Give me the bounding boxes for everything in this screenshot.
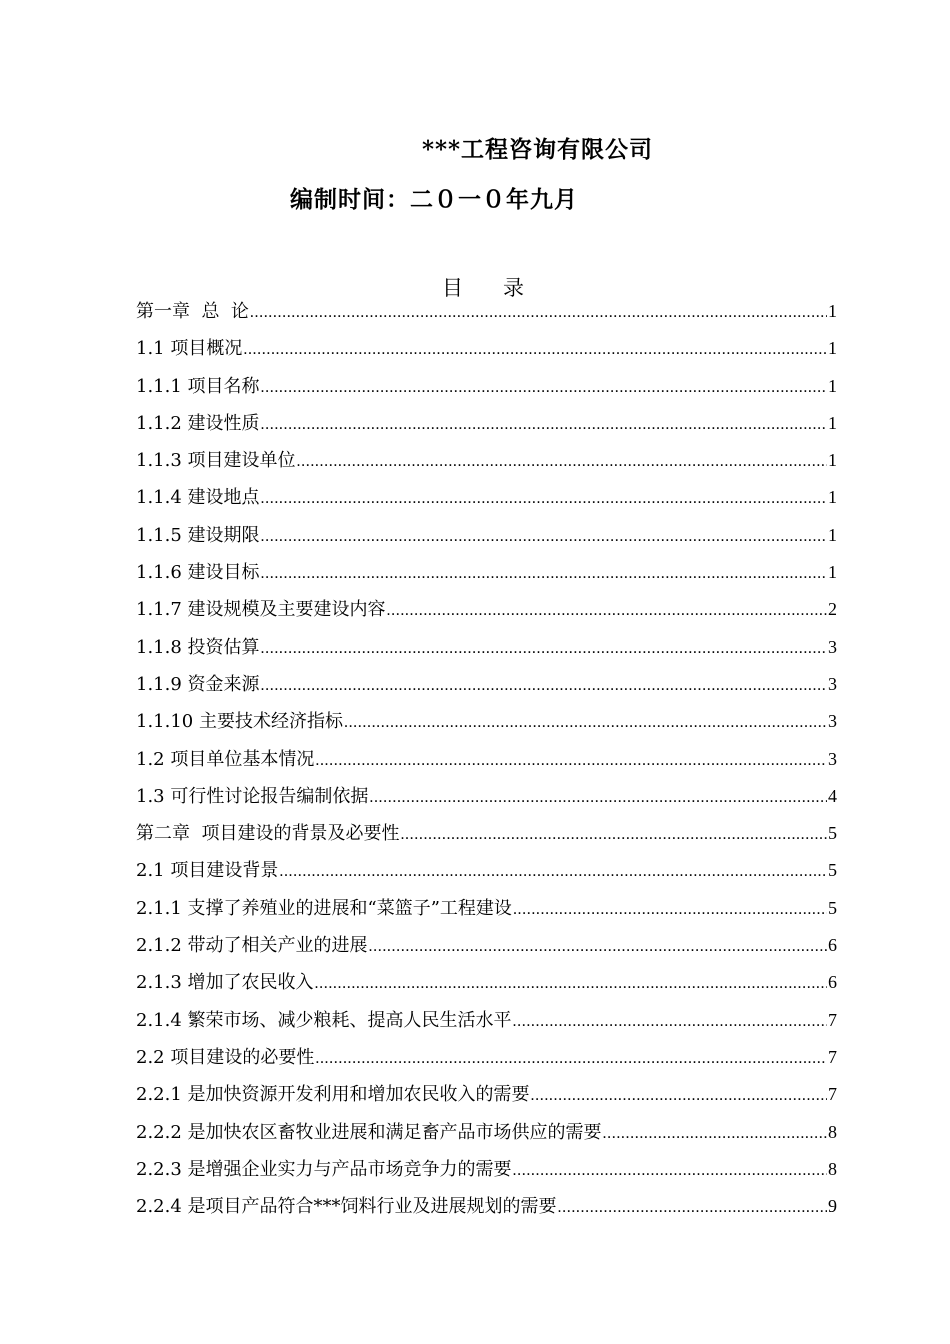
toc-entry-page-number: 7 <box>828 1009 837 1030</box>
toc-entry[interactable] <box>136 741 837 778</box>
toc-entry-label: 1.1.3 项目建设单位 <box>136 450 296 472</box>
toc-heading: 目 录 <box>442 276 525 300</box>
toc-entry[interactable] <box>136 517 837 554</box>
toc-entry-page-number: 1 <box>828 338 837 359</box>
toc-entry[interactable] <box>136 330 837 367</box>
toc-dot-leader <box>513 1003 827 1039</box>
toc-entry[interactable] <box>136 964 837 1001</box>
toc-entry-page-number: 5 <box>828 897 837 918</box>
toc-dot-leader <box>250 294 827 330</box>
toc-dot-leader <box>261 406 827 442</box>
toc-entry-label: 1.1 项目概况 <box>136 338 243 360</box>
toc-entry[interactable] <box>136 554 837 591</box>
table-of-contents <box>136 293 837 1225</box>
toc-entry[interactable] <box>136 591 837 628</box>
toc-entry-page-number: 5 <box>828 823 837 844</box>
toc-entry[interactable] <box>136 368 837 405</box>
toc-entry-page-number: 6 <box>828 972 837 993</box>
toc-entry-label: 1.2 项目单位基本情况 <box>136 748 315 770</box>
toc-entry-page-number: 1 <box>828 450 837 471</box>
toc-entry-page-number: 3 <box>828 711 837 732</box>
company-name: ***工程咨询有限公司 <box>421 136 654 163</box>
toc-entry-label: 2.1.3 增加了农民收入 <box>136 972 314 994</box>
toc-entry[interactable] <box>136 1151 837 1188</box>
toc-entry[interactable] <box>136 1076 837 1113</box>
toc-entry-page-number: 8 <box>828 1158 837 1179</box>
toc-entry[interactable] <box>136 666 837 703</box>
toc-entry-page-number: 6 <box>828 935 837 956</box>
toc-entry-page-number: 3 <box>828 748 837 769</box>
toc-dot-leader <box>315 1040 827 1076</box>
toc-entry[interactable] <box>136 293 837 330</box>
toc-dot-leader <box>261 369 827 405</box>
toc-dot-leader <box>315 742 827 778</box>
toc-entry-page-number: 7 <box>828 1084 837 1105</box>
toc-entry-label: 第二章 项目建设的背景及必要性 <box>136 823 400 845</box>
toc-dot-leader <box>558 1189 827 1225</box>
toc-entry[interactable] <box>136 778 837 815</box>
toc-entry-label: 2.1.1 支撑了养殖业的进展和“菜篮子”工程建设 <box>136 897 512 919</box>
toc-dot-leader <box>344 704 827 740</box>
toc-entry-label: 1.1.9 资金来源 <box>136 673 260 695</box>
toc-entry-label: 2.1.4 繁荣市场、减少粮耗、提高人民生活水平 <box>136 1009 512 1031</box>
toc-dot-leader <box>387 592 827 628</box>
toc-entry-label: 2.1 项目建设背景 <box>136 860 279 882</box>
toc-entry[interactable] <box>136 852 837 889</box>
toc-entry[interactable] <box>136 479 837 516</box>
toc-dot-leader <box>531 1077 827 1113</box>
toc-dot-leader <box>513 1152 827 1188</box>
toc-entry-page-number: 2 <box>828 599 837 620</box>
toc-entry-page-number: 1 <box>828 375 837 396</box>
toc-entry-label: 2.2.4 是项目产品符合***饲料行业及进展规划的需要 <box>136 1196 557 1218</box>
toc-entry-label: 1.1.2 建设性质 <box>136 412 260 434</box>
toc-entry[interactable] <box>136 1188 837 1225</box>
toc-entry-label: 1.3 可行性讨论报告编制依据 <box>136 785 369 807</box>
toc-entry-page-number: 3 <box>828 636 837 657</box>
toc-entry-page-number: 4 <box>828 785 837 806</box>
toc-entry-label: 2.2.2 是加快农区畜牧业进展和满足畜产品市场供应的需要 <box>136 1121 602 1143</box>
toc-entry[interactable] <box>136 890 837 927</box>
toc-dot-leader <box>369 928 827 964</box>
toc-entry-page-number: 3 <box>828 673 837 694</box>
toc-dot-leader <box>279 853 827 889</box>
toc-entry[interactable] <box>136 629 837 666</box>
toc-dot-leader <box>400 816 827 852</box>
toc-entry-page-number: 1 <box>828 412 837 433</box>
toc-entry[interactable] <box>136 927 837 964</box>
toc-dot-leader <box>315 965 827 1001</box>
toc-entry-label: 1.1.6 建设目标 <box>136 562 260 584</box>
toc-entry[interactable] <box>136 1039 837 1076</box>
toc-entry-label: 1.1.7 建设规模及主要建设内容 <box>136 599 386 621</box>
toc-dot-leader <box>513 891 827 927</box>
toc-entry[interactable] <box>136 405 837 442</box>
toc-entry-page-number: 7 <box>828 1046 837 1067</box>
toc-entry-label: 2.2.1 是加快资源开发利用和增加农民收入的需要 <box>136 1084 530 1106</box>
toc-dot-leader <box>261 480 827 516</box>
toc-dot-leader <box>369 779 827 815</box>
toc-entry-label: 1.1.4 建设地点 <box>136 487 260 509</box>
toc-entry-page-number: 5 <box>828 860 837 881</box>
toc-entry[interactable] <box>136 1114 837 1151</box>
compile-date: 编制时间：二０一０年九月 <box>290 186 578 213</box>
toc-dot-leader <box>297 443 827 479</box>
toc-entry[interactable] <box>136 1002 837 1039</box>
toc-entry-label: 1.1.1 项目名称 <box>136 375 260 397</box>
toc-entry[interactable] <box>136 703 837 740</box>
toc-entry-label: 2.2 项目建设的必要性 <box>136 1046 315 1068</box>
toc-dot-leader <box>261 518 827 554</box>
toc-dot-leader <box>243 331 827 367</box>
toc-dot-leader <box>261 630 827 666</box>
toc-entry-page-number: 8 <box>828 1121 837 1142</box>
toc-entry-page-number: 1 <box>828 301 837 321</box>
toc-entry[interactable] <box>136 442 837 479</box>
toc-entry-page-number: 9 <box>828 1196 837 1217</box>
toc-entry-page-number: 1 <box>828 487 837 508</box>
toc-entry-label: 1.1.8 投资估算 <box>136 636 260 658</box>
toc-entry-label: 2.2.3 是增强企业实力与产品市场竞争力的需要 <box>136 1158 512 1180</box>
toc-entry-label: 第一章 总 论 <box>136 301 249 322</box>
toc-dot-leader <box>603 1115 827 1151</box>
toc-entry-page-number: 1 <box>828 562 837 583</box>
toc-entry-page-number: 1 <box>828 524 837 545</box>
toc-dot-leader <box>261 667 827 703</box>
toc-entry-label: 1.1.5 建设期限 <box>136 524 260 546</box>
toc-dot-leader <box>261 555 827 591</box>
toc-entry-label: 2.1.2 带动了相关产业的进展 <box>136 935 368 957</box>
toc-entry[interactable] <box>136 815 837 852</box>
toc-entry-label: 1.1.10 主要技术经济指标 <box>136 711 343 733</box>
